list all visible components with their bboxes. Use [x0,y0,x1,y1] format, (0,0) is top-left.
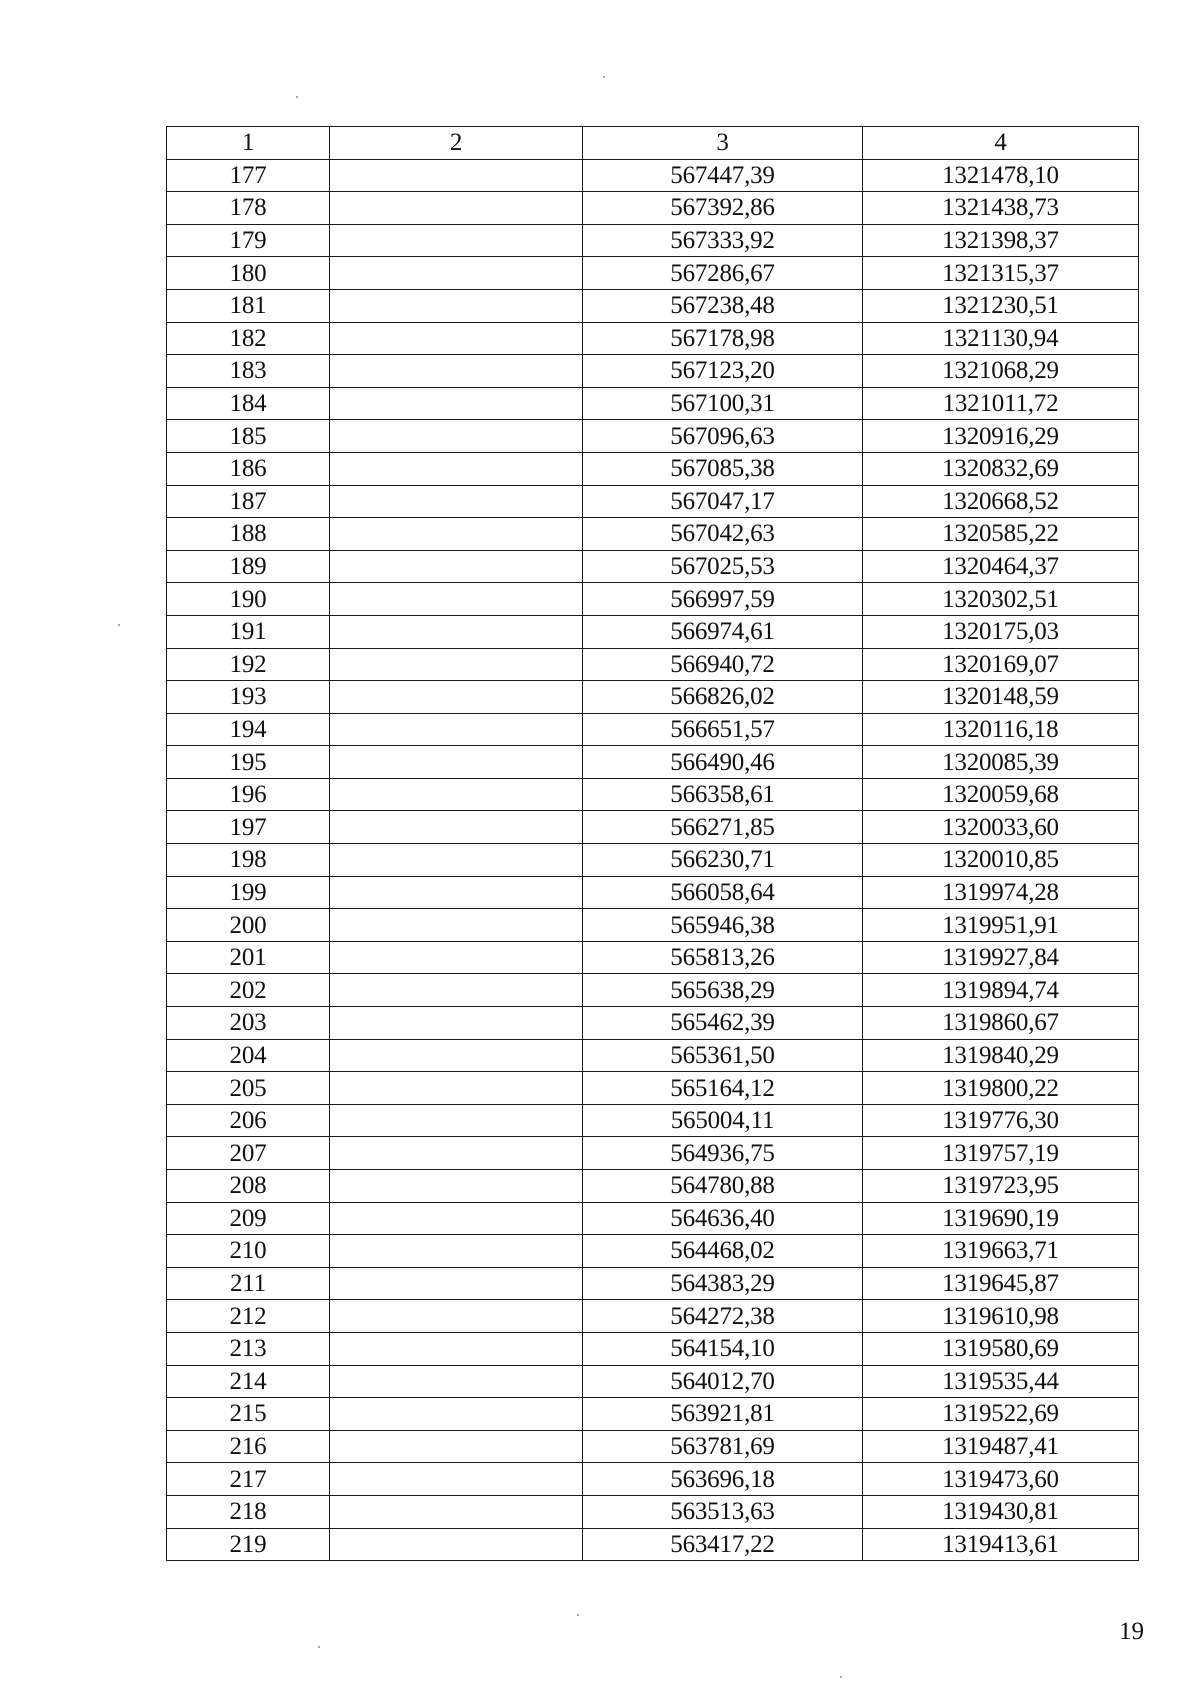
x-coordinate-cell: 565164,12 [583,1072,863,1105]
scan-speck [840,1676,842,1678]
column-header-3: 3 [583,127,863,160]
table-row [167,1235,1139,1268]
x-coordinate-cell: 567447,39 [583,159,863,192]
table-row [167,1463,1139,1496]
column-2-cell [330,909,583,942]
x-coordinate-cell: 566230,71 [583,844,863,877]
y-coordinate-cell: 1319776,30 [863,1104,1139,1137]
scan-speck [118,624,120,626]
row-number-cell: 184 [167,387,330,420]
table-row [167,1104,1139,1137]
column-2-cell [330,1300,583,1333]
row-number-cell: 195 [167,746,330,779]
table-row [167,811,1139,844]
y-coordinate-cell: 1319690,19 [863,1202,1139,1235]
row-number-cell: 218 [167,1495,330,1528]
column-2-cell [330,1365,583,1398]
x-coordinate-cell: 566826,02 [583,681,863,714]
y-coordinate-cell: 1321130,94 [863,322,1139,355]
table-row [167,844,1139,877]
x-coordinate-cell: 566974,61 [583,615,863,648]
table-row [167,909,1139,942]
row-number-cell: 214 [167,1365,330,1398]
column-2-cell [330,322,583,355]
column-2-cell [330,681,583,714]
row-number-cell: 205 [167,1072,330,1105]
table-row [167,1528,1139,1561]
y-coordinate-cell: 1320668,52 [863,485,1139,518]
x-coordinate-cell: 563417,22 [583,1528,863,1561]
table-row [167,289,1139,322]
y-coordinate-cell: 1320585,22 [863,518,1139,551]
column-header-1: 1 [167,127,330,160]
column-2-cell [330,941,583,974]
column-2-cell [330,1202,583,1235]
table-row [167,1365,1139,1398]
x-coordinate-cell: 564383,29 [583,1267,863,1300]
x-coordinate-cell: 565004,11 [583,1104,863,1137]
x-coordinate-cell: 563513,63 [583,1495,863,1528]
column-header-2: 2 [330,127,583,160]
table-row [167,1072,1139,1105]
column-2-cell [330,1072,583,1105]
y-coordinate-cell: 1319800,22 [863,1072,1139,1105]
table-row [167,1300,1139,1333]
table-row [167,192,1139,225]
row-number-cell: 201 [167,941,330,974]
table-row [167,257,1139,290]
x-coordinate-cell: 566651,57 [583,713,863,746]
table-row [167,1202,1139,1235]
table-row [167,974,1139,1007]
column-2-cell [330,713,583,746]
column-2-cell [330,974,583,1007]
x-coordinate-cell: 564780,88 [583,1170,863,1203]
column-2-cell [330,1137,583,1170]
row-number-cell: 215 [167,1398,330,1431]
column-2-cell [330,159,583,192]
table-row [167,159,1139,192]
table-row [167,518,1139,551]
row-number-cell: 209 [167,1202,330,1235]
row-number-cell: 178 [167,192,330,225]
x-coordinate-cell: 565946,38 [583,909,863,942]
x-coordinate-cell: 566271,85 [583,811,863,844]
table-row [167,746,1139,779]
x-coordinate-cell: 567047,17 [583,485,863,518]
column-2-cell [330,1267,583,1300]
column-2-cell [330,420,583,453]
table-row [167,420,1139,453]
x-coordinate-cell: 567333,92 [583,224,863,257]
row-number-cell: 206 [167,1104,330,1137]
y-coordinate-cell: 1320464,37 [863,550,1139,583]
table-row [167,1137,1139,1170]
table-body [167,159,1139,1561]
y-coordinate-cell: 1319927,84 [863,941,1139,974]
x-coordinate-cell: 564012,70 [583,1365,863,1398]
x-coordinate-cell: 567096,63 [583,420,863,453]
y-coordinate-cell: 1319580,69 [863,1332,1139,1365]
table-row [167,387,1139,420]
x-coordinate-cell: 563921,81 [583,1398,863,1431]
column-2-cell [330,1495,583,1528]
x-coordinate-cell: 567100,31 [583,387,863,420]
table-row [167,713,1139,746]
row-number-cell: 179 [167,224,330,257]
y-coordinate-cell: 1321478,10 [863,159,1139,192]
y-coordinate-cell: 1321068,29 [863,355,1139,388]
x-coordinate-cell: 566490,46 [583,746,863,779]
row-number-cell: 207 [167,1137,330,1170]
x-coordinate-cell: 564272,38 [583,1300,863,1333]
y-coordinate-cell: 1321438,73 [863,192,1139,225]
y-coordinate-cell: 1320059,68 [863,778,1139,811]
row-number-cell: 219 [167,1528,330,1561]
column-2-cell [330,452,583,485]
table-row [167,452,1139,485]
column-2-cell [330,192,583,225]
x-coordinate-cell: 565361,50 [583,1039,863,1072]
column-2-cell [330,387,583,420]
row-number-cell: 190 [167,583,330,616]
x-coordinate-cell: 567085,38 [583,452,863,485]
row-number-cell: 182 [167,322,330,355]
table-row [167,941,1139,974]
x-coordinate-cell: 566940,72 [583,648,863,681]
row-number-cell: 193 [167,681,330,714]
table-row [167,1267,1139,1300]
row-number-cell: 181 [167,289,330,322]
table-row [167,1332,1139,1365]
x-coordinate-cell: 567025,53 [583,550,863,583]
table-row [167,1430,1139,1463]
row-number-cell: 202 [167,974,330,1007]
row-number-cell: 192 [167,648,330,681]
x-coordinate-cell: 566997,59 [583,583,863,616]
x-coordinate-cell: 567392,86 [583,192,863,225]
coordinates-table [166,126,1139,1561]
y-coordinate-cell: 1319723,95 [863,1170,1139,1203]
row-number-cell: 188 [167,518,330,551]
header-row [167,127,1139,160]
y-coordinate-cell: 1321398,37 [863,224,1139,257]
row-number-cell: 208 [167,1170,330,1203]
y-coordinate-cell: 1320832,69 [863,452,1139,485]
column-2-cell [330,811,583,844]
y-coordinate-cell: 1319645,87 [863,1267,1139,1300]
scan-speck [296,96,298,98]
row-number-cell: 196 [167,778,330,811]
y-coordinate-cell: 1320916,29 [863,420,1139,453]
column-2-cell [330,355,583,388]
row-number-cell: 177 [167,159,330,192]
table-row [167,1170,1139,1203]
column-header-4: 4 [863,127,1139,160]
x-coordinate-cell: 567286,67 [583,257,863,290]
column-2-cell [330,1332,583,1365]
column-2-cell [330,485,583,518]
row-number-cell: 210 [167,1235,330,1268]
row-number-cell: 187 [167,485,330,518]
row-number-cell: 204 [167,1039,330,1072]
column-2-cell [330,1398,583,1431]
y-coordinate-cell: 1321315,37 [863,257,1139,290]
x-coordinate-cell: 567238,48 [583,289,863,322]
row-number-cell: 191 [167,615,330,648]
table-row [167,778,1139,811]
column-2-cell [330,876,583,909]
table-row [167,550,1139,583]
y-coordinate-cell: 1319951,91 [863,909,1139,942]
table-row [167,648,1139,681]
x-coordinate-cell: 564636,40 [583,1202,863,1235]
row-number-cell: 211 [167,1267,330,1300]
y-coordinate-cell: 1320116,18 [863,713,1139,746]
column-2-cell [330,1528,583,1561]
scan-speck [318,1646,320,1648]
table-row [167,615,1139,648]
table-row [167,224,1139,257]
row-number-cell: 213 [167,1332,330,1365]
y-coordinate-cell: 1319860,67 [863,1007,1139,1040]
table-row [167,355,1139,388]
row-number-cell: 200 [167,909,330,942]
x-coordinate-cell: 564936,75 [583,1137,863,1170]
column-2-cell [330,1039,583,1072]
table-row [167,681,1139,714]
column-2-cell [330,615,583,648]
row-number-cell: 199 [167,876,330,909]
x-coordinate-cell: 567042,63 [583,518,863,551]
y-coordinate-cell: 1319473,60 [863,1463,1139,1496]
y-coordinate-cell: 1320175,03 [863,615,1139,648]
y-coordinate-cell: 1319840,29 [863,1039,1139,1072]
y-coordinate-cell: 1319610,98 [863,1300,1139,1333]
table-row [167,1039,1139,1072]
column-2-cell [330,583,583,616]
x-coordinate-cell: 564154,10 [583,1332,863,1365]
scan-speck [577,1614,579,1616]
row-number-cell: 183 [167,355,330,388]
row-number-cell: 194 [167,713,330,746]
column-2-cell [330,746,583,779]
column-2-cell [330,1007,583,1040]
table-row [167,1398,1139,1431]
y-coordinate-cell: 1320302,51 [863,583,1139,616]
y-coordinate-cell: 1321230,51 [863,289,1139,322]
x-coordinate-cell: 566058,64 [583,876,863,909]
column-2-cell [330,1104,583,1137]
row-number-cell: 203 [167,1007,330,1040]
y-coordinate-cell: 1319430,81 [863,1495,1139,1528]
y-coordinate-cell: 1320033,60 [863,811,1139,844]
table-header [167,127,1139,160]
y-coordinate-cell: 1319894,74 [863,974,1139,1007]
y-coordinate-cell: 1319535,44 [863,1365,1139,1398]
row-number-cell: 217 [167,1463,330,1496]
x-coordinate-cell: 563781,69 [583,1430,863,1463]
column-2-cell [330,224,583,257]
column-2-cell [330,1170,583,1203]
row-number-cell: 212 [167,1300,330,1333]
column-2-cell [330,1235,583,1268]
y-coordinate-cell: 1321011,72 [863,387,1139,420]
row-number-cell: 216 [167,1430,330,1463]
table-row [167,583,1139,616]
row-number-cell: 198 [167,844,330,877]
row-number-cell: 197 [167,811,330,844]
y-coordinate-cell: 1319974,28 [863,876,1139,909]
x-coordinate-cell: 564468,02 [583,1235,863,1268]
table-row [167,1495,1139,1528]
column-2-cell [330,289,583,322]
row-number-cell: 186 [167,452,330,485]
x-coordinate-cell: 567178,98 [583,322,863,355]
column-2-cell [330,1430,583,1463]
scan-speck [603,76,605,78]
x-coordinate-cell: 566358,61 [583,778,863,811]
column-2-cell [330,844,583,877]
y-coordinate-cell: 1319757,19 [863,1137,1139,1170]
y-coordinate-cell: 1320085,39 [863,746,1139,779]
x-coordinate-cell: 565462,39 [583,1007,863,1040]
x-coordinate-cell: 565638,29 [583,974,863,1007]
y-coordinate-cell: 1319487,41 [863,1430,1139,1463]
column-2-cell [330,550,583,583]
x-coordinate-cell: 563696,18 [583,1463,863,1496]
y-coordinate-cell: 1320148,59 [863,681,1139,714]
row-number-cell: 189 [167,550,330,583]
column-2-cell [330,648,583,681]
column-2-cell [330,778,583,811]
table-row [167,485,1139,518]
y-coordinate-cell: 1319522,69 [863,1398,1139,1431]
y-coordinate-cell: 1319413,61 [863,1528,1139,1561]
y-coordinate-cell: 1320010,85 [863,844,1139,877]
row-number-cell: 185 [167,420,330,453]
y-coordinate-cell: 1319663,71 [863,1235,1139,1268]
column-2-cell [330,1463,583,1496]
column-2-cell [330,518,583,551]
table-row [167,1007,1139,1040]
table-row [167,322,1139,355]
table-row [167,876,1139,909]
y-coordinate-cell: 1320169,07 [863,648,1139,681]
column-2-cell [330,257,583,290]
page-number: 19 [1119,1618,1144,1645]
x-coordinate-cell: 565813,26 [583,941,863,974]
row-number-cell: 180 [167,257,330,290]
x-coordinate-cell: 567123,20 [583,355,863,388]
